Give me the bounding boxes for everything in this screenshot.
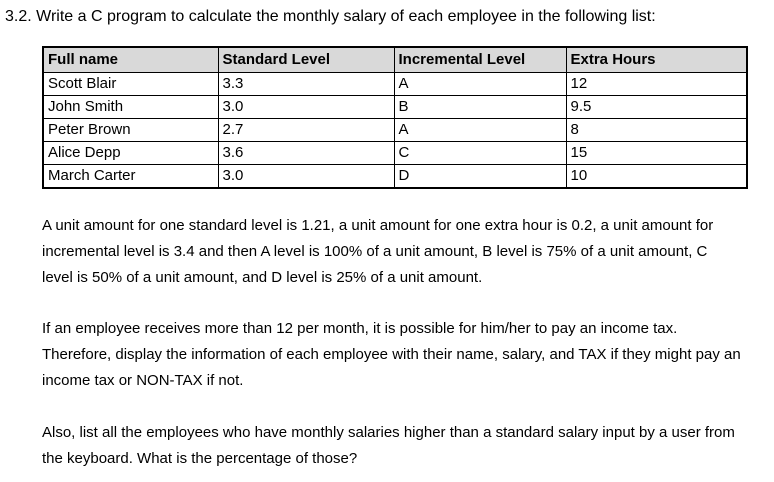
table-row bbox=[43, 73, 747, 96]
cell-incremental-level: C bbox=[394, 142, 566, 165]
cell-full-name: March Carter bbox=[43, 165, 218, 189]
header-incremental-level: Incremental Level bbox=[394, 47, 566, 73]
table-row bbox=[43, 96, 747, 119]
cell-incremental-level: B bbox=[394, 96, 566, 119]
cell-full-name: Alice Depp bbox=[43, 142, 218, 165]
cell-extra-hours: 15 bbox=[566, 142, 747, 165]
header-standard-level: Standard Level bbox=[218, 47, 394, 73]
header-full-name: Full name bbox=[43, 47, 218, 73]
cell-extra-hours: 9.5 bbox=[566, 96, 747, 119]
income-tax-paragraph: If an employee receives more than 12 per month, it is possible for him/her to pay an income tax. Therefore, display the information of each employee with their name, salary, and TAX if they might pay an income tax or NON-TAX if not. bbox=[42, 320, 741, 389]
unit-amount-paragraph: A unit amount for one standard level is 1.21, a unit amount for one extra hour is 0.2, a unit amount for incremental level is 3.4 and then A level is 100% of a unit amount, B level is 75% of a unit amount, C level is 50% of a unit amount, and D level is 25% of a unit amount. bbox=[42, 217, 714, 286]
question-heading: 3.2. Write a C program to calculate the monthly salary of each employee in the following list: bbox=[5, 8, 656, 25]
cell-extra-hours: 8 bbox=[566, 119, 747, 142]
cell-standard-level: 2.7 bbox=[218, 119, 394, 142]
header-extra-hours: Extra Hours bbox=[566, 47, 747, 73]
cell-extra-hours: 10 bbox=[566, 165, 747, 189]
cell-full-name: John Smith bbox=[43, 96, 218, 119]
cell-standard-level: 3.0 bbox=[218, 165, 394, 189]
cell-extra-hours: 12 bbox=[566, 73, 747, 96]
cell-incremental-level: A bbox=[394, 73, 566, 96]
cell-incremental-level: A bbox=[394, 119, 566, 142]
employee-table bbox=[42, 46, 748, 189]
cell-full-name: Scott Blair bbox=[43, 73, 218, 96]
cell-standard-level: 3.3 bbox=[218, 73, 394, 96]
table-row bbox=[43, 142, 747, 165]
cell-standard-level: 3.0 bbox=[218, 96, 394, 119]
table-row bbox=[43, 119, 747, 142]
cell-incremental-level: D bbox=[394, 165, 566, 189]
table-header-row bbox=[43, 47, 747, 73]
table-row bbox=[43, 165, 747, 189]
salary-filter-paragraph: Also, list all the employees who have monthly salaries higher than a standard salary input by a user from the keyboard. What is the percentage of those? bbox=[42, 424, 735, 467]
cell-full-name: Peter Brown bbox=[43, 119, 218, 142]
cell-standard-level: 3.6 bbox=[218, 142, 394, 165]
